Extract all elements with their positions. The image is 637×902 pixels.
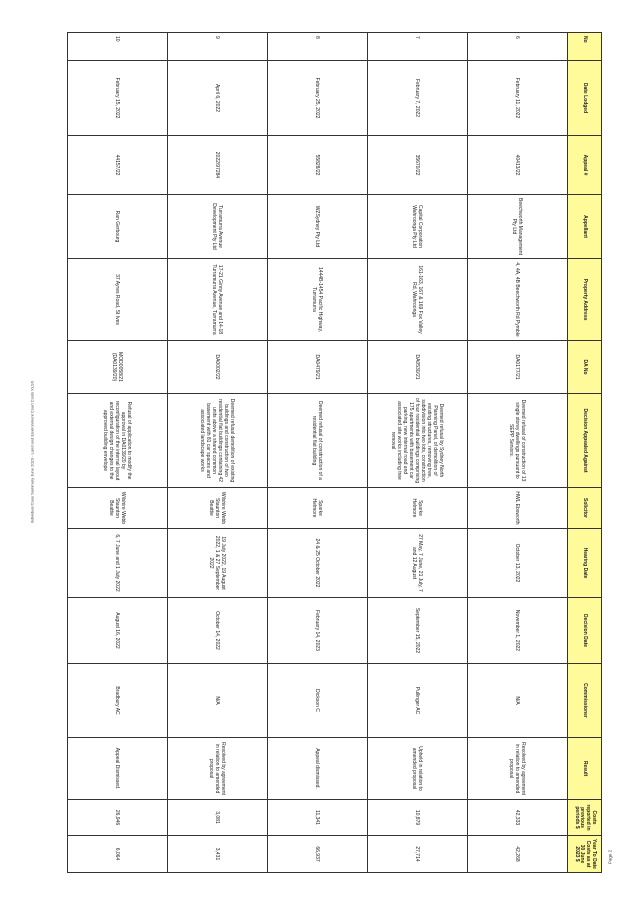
cell-costs-ytd: 66,937 <box>268 836 368 873</box>
column-header-no: No <box>568 33 602 61</box>
cell-decision-appealed: Deemed refusal of construction of 13 single storey dwellings pursuant to SEPP Seniors. <box>468 394 568 488</box>
column-header-costs-previous: Costs reported in previous periods $ <box>568 800 602 836</box>
cell-costs-previous: 10,879 <box>368 800 468 836</box>
cell-da-no: DA0479/21 <box>268 341 368 394</box>
column-header-appellant: Appellant <box>568 195 602 259</box>
cell-commissioner: Pullinger AC <box>368 664 468 738</box>
cell-appeal: 40413/22 <box>468 136 568 195</box>
column-header-commissioner: Commissioner <box>568 664 602 738</box>
cell-appellant: Turramurra Avenue Development Pty Ltd <box>168 195 268 259</box>
cell-hearing-date: October 13, 2022 <box>468 529 568 598</box>
column-header-costs-ytd: Year To Date Costs as at 30 June 2023 $ <box>568 836 602 873</box>
cell-decision-appealed: Deemed refusal of construction of a residential flat building <box>268 394 368 488</box>
cell-decision-date: February 14, 2023 <box>268 598 368 664</box>
cell-result: Appeal dismissed. <box>268 738 368 800</box>
cell-no: 7 <box>368 33 468 61</box>
cell-costs-previous: 11,341 <box>268 800 368 836</box>
cell-commissioner: Bradbury AC <box>68 664 168 738</box>
cell-costs-previous: 26,946 <box>68 800 168 836</box>
table-row <box>168 33 268 873</box>
cell-hearing-date: 6, 7 June and 1 July 2022 <box>68 529 168 598</box>
cell-costs-ytd: 6,064 <box>68 836 168 873</box>
cell-property-address: 37 Ayres Road, St Ives <box>68 259 168 341</box>
cell-date-lodged: February 15, 2022 <box>68 61 168 136</box>
cell-property-address: 17-21 Ginny Avenue and 14-18 Turramurra Avenue, Turramurra <box>168 259 268 341</box>
cell-no: 6 <box>468 33 568 61</box>
cell-property-address: 1444B-1454 Pacific Highway, Turramurra <box>268 259 368 341</box>
cell-appeal: 2022/97284 <box>168 136 268 195</box>
cell-commissioner: N/A <box>168 664 268 738</box>
column-header-hearing-date: Hearing Date <box>568 529 602 598</box>
cell-commissioner: N/A <box>468 664 568 738</box>
cell-appeal: 35670/22 <box>368 136 468 195</box>
cell-result: Appeal Dismissed. <box>68 738 168 800</box>
column-header-da-no: DA No <box>568 341 602 394</box>
cell-commissioner: Dickson C <box>268 664 368 738</box>
cell-date-lodged: February 11, 2022 <box>468 61 568 136</box>
table-row <box>68 33 168 873</box>
header-row <box>568 33 602 873</box>
column-header-appeal: Appeal # <box>568 136 602 195</box>
cell-costs-previous: 42,333 <box>468 800 568 836</box>
cell-appellant: Ran Gerbourg <box>68 195 168 259</box>
cell-solicitor: Sparke Helmore <box>268 488 368 529</box>
cell-date-lodged: February 25, 2022 <box>268 61 368 136</box>
column-header-decision-appealed: Decision Appealed Against <box>568 394 602 488</box>
cell-property-address: 161-163, 167 & 169 Fox Valley Rd, Wahroonga <box>368 259 468 341</box>
cell-appeal: 55828/22 <box>268 136 368 195</box>
column-header-result: Result <box>568 738 602 800</box>
cell-costs-previous: 3,081 <box>168 800 268 836</box>
cell-da-no: MOD0058/21 (DA0139/20) <box>68 341 168 394</box>
table-row <box>468 33 568 873</box>
cell-da-no: DA0530/21 <box>368 341 468 394</box>
cell-date-lodged: April 6, 2022 <box>168 61 268 136</box>
cell-no: 8 <box>268 33 368 61</box>
cell-result: Resolved by agreement in relation to amended proposal <box>168 738 268 800</box>
cell-no: 10 <box>68 33 168 61</box>
column-header-solicitor: Solicitor <box>568 488 602 529</box>
column-header-date-lodged: Date Lodged <box>568 61 602 136</box>
cell-appellant: WZSydney Pty Ltd <box>268 195 368 259</box>
column-header-property-address: Property Address <box>568 259 602 341</box>
cell-hearing-date: 24 & 25 October 2022 <box>268 529 368 598</box>
cell-hearing-date: 19 July 2022, 19 August 2022, 1 & 27 September 2022 <box>168 529 268 598</box>
cell-decision-date: September 15, 2022 <box>368 598 468 664</box>
case-summary-table <box>67 32 602 873</box>
cell-no: 9 <box>168 33 268 61</box>
cell-costs-ytd: 42,268 <box>468 836 568 873</box>
cell-appellant: Capital Corporation Wahroonga Pty Ltd <box>368 195 468 259</box>
table-row <box>268 33 368 873</box>
cell-property-address: 4, 4A, 4B Beechworth Rd Pymble <box>468 259 568 341</box>
cell-costs-ytd: 3,431 <box>168 836 268 873</box>
cell-decision-appealed: Deemed refusal demolition of existing buildings and construction of two residential flat buildings containing 42 units above a shared common basement with 81 car spaces and associated landscape works <box>168 394 268 488</box>
table-row <box>368 33 468 873</box>
cell-decision-appealed: Deemed refusal by Sydney North Planning Panel, of demolition of existing structures, removing tree, subdivision into two lots, construction of four residential buildings comprising 175 apartments with basement car parking, new internal road and associated site works including tree removal <box>368 394 468 488</box>
cell-date-lodged: February 7, 2022 <box>368 61 468 136</box>
cell-solicitor: Wilshire Webb Staunton Beattie <box>68 488 168 529</box>
cell-decision-appealed: Refusal of application to modify the approval in DA0139/20 by reconfiguration of the internal layout and external design changes to the approved building envelope <box>68 394 168 488</box>
cell-result: Upheld in relation to amended proposal <box>368 738 468 800</box>
cell-decision-date: November 1, 2022 <box>468 598 568 664</box>
cell-hearing-date: 27 May, 7 June, 21 July, 7 and 12 August <box>368 529 468 598</box>
side-running-header <box>27 372 37 532</box>
page-number <box>605 842 615 872</box>
page-number-text: Page 2 <box>607 849 613 865</box>
cell-solicitor: Sparke Helmore <box>368 488 468 529</box>
cell-appellant: Beechworth Management Pty Ltd <box>468 195 568 259</box>
cell-da-no: DA0177/21 <box>468 341 568 394</box>
side-header-text: Individual Case Summary June 2023 - Land and Environment Court Costs XLSX <box>29 380 35 524</box>
cell-decision-date: October 14, 2022 <box>168 598 268 664</box>
cell-appeal: 44157/22 <box>68 136 168 195</box>
column-header-decision-date: Decision Date <box>568 598 602 664</box>
cell-solicitor: Wilshire Webb Staunton Beattie <box>168 488 268 529</box>
cell-solicitor: HWL Ebsworth <box>468 488 568 529</box>
cell-decision-date: August 16, 2022 <box>68 598 168 664</box>
cell-result: Resolved by agreement in relation to amended proposal <box>468 738 568 800</box>
cell-costs-ytd: 27,714 <box>368 836 468 873</box>
cell-da-no: DA0002/22 <box>168 341 268 394</box>
table-container <box>67 32 602 872</box>
